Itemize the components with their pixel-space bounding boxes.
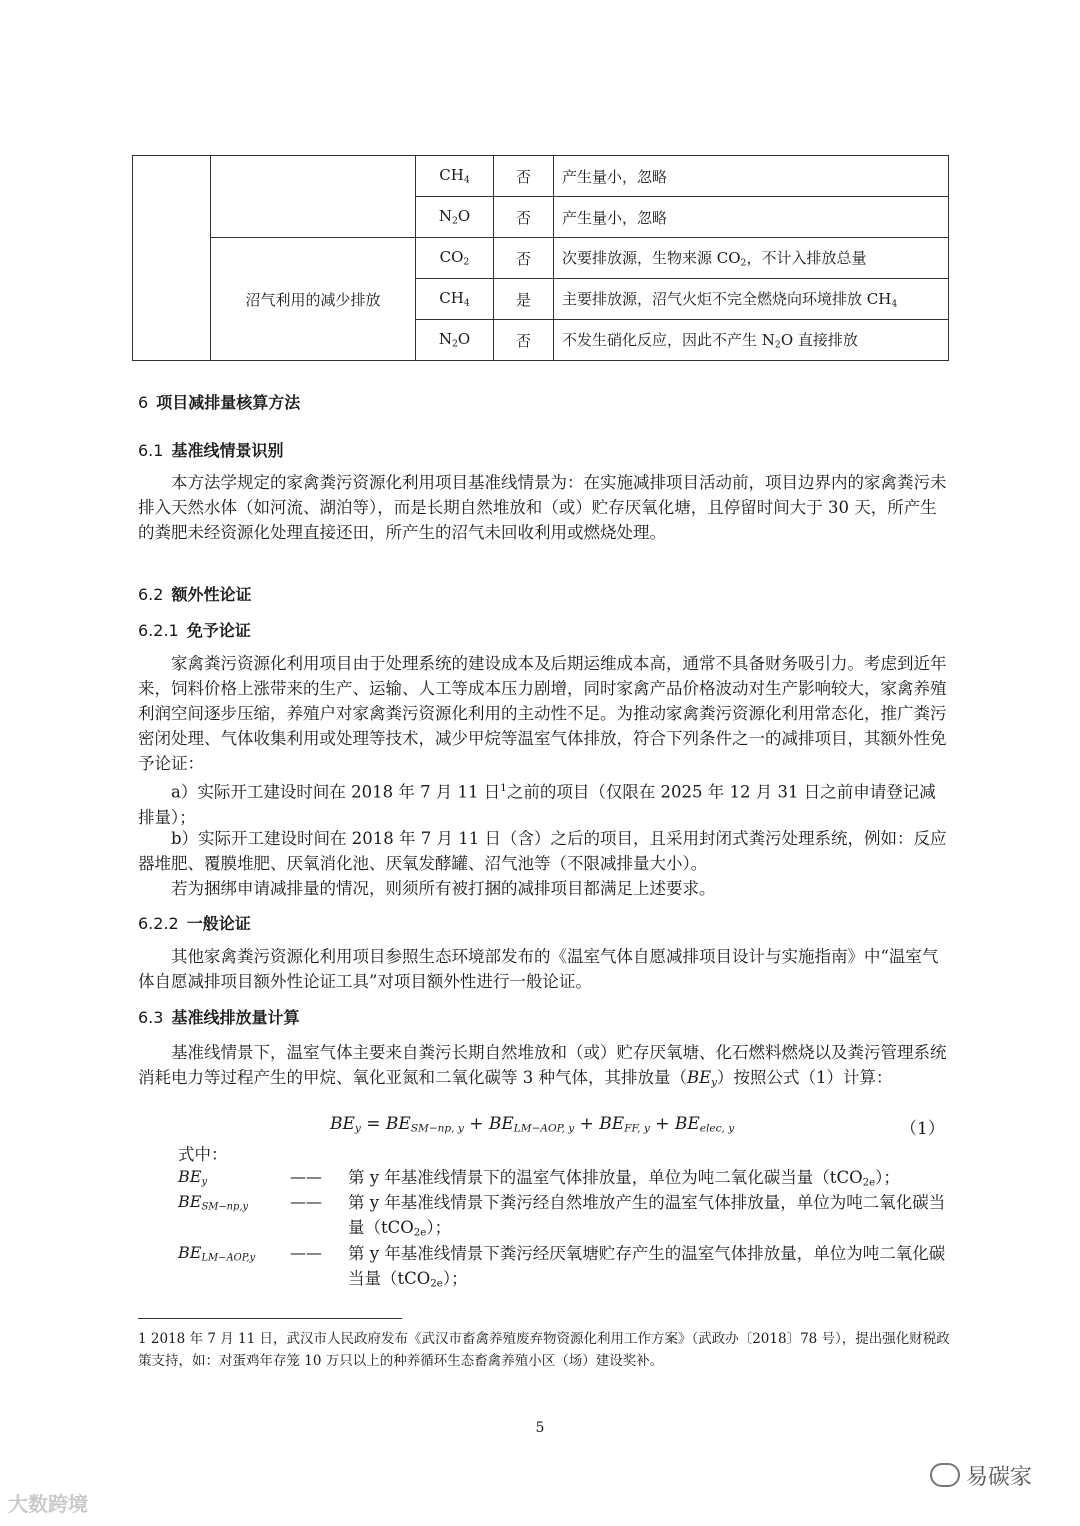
note-cell: 主要排放源，沼气火炬不完全燃烧向环境排放 $CH_4$	[554, 279, 949, 320]
table-row	[133, 156, 949, 197]
section-heading-6-2-1: 6.2.1 免予论证	[138, 621, 251, 640]
def-desc: 第 y 年基准线情景下粪污经自然堆放产生的温室气体排放量，单位为吨二氧化碳当量（tCO$_{2e}$）；	[348, 1193, 946, 1239]
page-number: 5	[535, 1420, 545, 1436]
section-heading-6: 6 项目减排量核算方法	[138, 393, 301, 412]
wechat-logo-icon	[930, 1463, 960, 1487]
equation-number: （1）	[900, 1119, 945, 1139]
gas-cell: $CH_4$	[416, 279, 494, 320]
list-item-b: b）实际开工建设时间在 2018 年 7 月 11 日（含）之后的项目，且采用封闭式粪污处理系统，例如：反应器堆肥、覆膜堆肥、厌氧消化池、厌氧发酵罐、沼气池等（不限减排量大小）。	[138, 829, 947, 873]
def-var-be-lm: $BE_{LM-AOP,y}$	[178, 1243, 256, 1264]
table-cell-blank	[133, 156, 211, 361]
def-desc: 第 y 年基准线情景下粪污经厌氧塘贮存产生的温室气体排放量，单位为吨二氧化碳当量（tCO$_{2e}$）；	[348, 1244, 946, 1290]
paragraph-baseline-emissions: 基准线情景下，温室气体主要来自粪污长期自然堆放和（或）贮存厌氧塘、化石燃料燃烧以及粪污管理系统消耗电力等过程产生的甲烷、氧化亚氮和二氧化碳等 3 种气体，其排放量$(BE_y)$按照公式（1）计算：	[138, 1043, 947, 1089]
where-label: 式中：	[178, 1145, 228, 1164]
paragraph-baseline-scenario: 本方法学规定的家禽粪污资源化利用项目基准线情景为：在实施减排项目活动前，项目边界内的家禽粪污未排入天然水体（如河流、湖泊等），而是长期自然堆放和（或）贮存厌氧化塘，且停留时间大于 30 天，所产生的粪肥未经资源化处理直接还田，所产生的沼气未回收利用或燃烧处理。	[138, 473, 947, 542]
table-cell-blank	[211, 156, 416, 238]
note-cell: 不发生硝化反应，因此不产生 $N_2O$ 直接排放	[554, 320, 949, 361]
def-dash: ——	[290, 1243, 322, 1262]
def-desc: 第 y 年基准线情景下的温室气体排放量，单位为吨二氧化碳当量（tCO$_{2e}$）；	[348, 1168, 900, 1189]
gas-cell: $CO_2$	[416, 238, 494, 279]
section-heading-6-2-2: 6.2.2 一般论证	[138, 914, 251, 933]
watermark-left: 大数跨境	[8, 1492, 88, 1516]
footnote-divider	[138, 1318, 402, 1319]
def-var-be-sm: $BE_{SM-np,y}$	[178, 1192, 249, 1213]
paragraph-general-argument: 其他家禽粪污资源化利用项目参照生态环境部发布的《温室气体自愿减排项目设计与实施指南》中“温室气体自愿减排项目额外性论证工具”对项目额外性进行一般论证。	[138, 947, 939, 991]
paragraph-exemption: 家禽粪污资源化利用项目由于处理系统的建设成本及后期运维成本高，通常不具备财务吸引力。考虑到近年来，饲料价格上涨带来的生产、运输、人工等成本压力剧增，同时家禽产品价格波动对生产影响较大，家禽养殖利润空间逐步压缩，养殖户对家禽粪污资源化利用的主动性不足。为推动家禽粪污资源化利用常态化，推广粪污密闭处理、气体收集利用或处理等技术，减少甲烷等温室气体排放，符合下列条件之一的减排项目，其额外性免予论证：	[138, 654, 947, 773]
section-heading-6-3: 6.3 基准线排放量计算	[138, 1008, 300, 1027]
footnote: 1 2018 年 7 月 11 日，武汉市人民政府发布《武汉市畜禽养殖废弃物资源化利用工作方案》（武政办〔2018〕78 号），提出强化财税政策支持，如：对蛋鸡年存笼 10 万只以上的种养循环生态畜禽养殖小区（场）建设奖补。	[138, 1331, 950, 1369]
section-heading-6-2: 6.2 额外性论证	[138, 585, 252, 604]
included-flag-cell: 否	[494, 156, 554, 197]
watermark-right: 易碳家	[930, 1460, 1032, 1491]
section-heading-6-1: 6.1 基准线情景识别	[138, 441, 284, 460]
list-item-a: a）实际开工建设时间在 2018 年 7 月 11 日$^1$之前的项目（仅限在 2025 年 12 月 31 日之前申请登记减排量）；	[138, 782, 936, 827]
included-flag-cell: 是	[494, 279, 554, 320]
included-flag-cell: 否	[494, 238, 554, 279]
def-var-be-y: $BE_y$	[178, 1167, 208, 1188]
included-flag-cell: 否	[494, 197, 554, 238]
note-cell: 次要排放源，生物来源 $CO_2$，不计入排放总量	[554, 238, 949, 279]
note-cell: 产生量小，忽略	[554, 156, 949, 197]
table-row	[133, 238, 949, 279]
formula-1: $BE_y = BE_{SM-np, y} + BE_{LM-AOP, y} + BE_{FF, y} + BE_{elec, y}$ （1）	[330, 1114, 945, 1139]
source-cell: 沼气利用的减少排放	[211, 238, 416, 361]
gas-cell: $N_2O$	[416, 197, 494, 238]
note-cell: 产生量小，忽略	[554, 197, 949, 238]
def-dash: ——	[290, 1167, 322, 1186]
gas-cell: $N_2O$	[416, 320, 494, 361]
gas-cell: $CH_4$	[416, 156, 494, 197]
paragraph-bundled: 若为捆绑申请减排量的情况，则须所有被打捆的减排项目都满足上述要求。	[171, 879, 716, 898]
def-dash: ——	[290, 1192, 322, 1211]
emission-source-table	[132, 155, 949, 361]
included-flag-cell: 否	[494, 320, 554, 361]
